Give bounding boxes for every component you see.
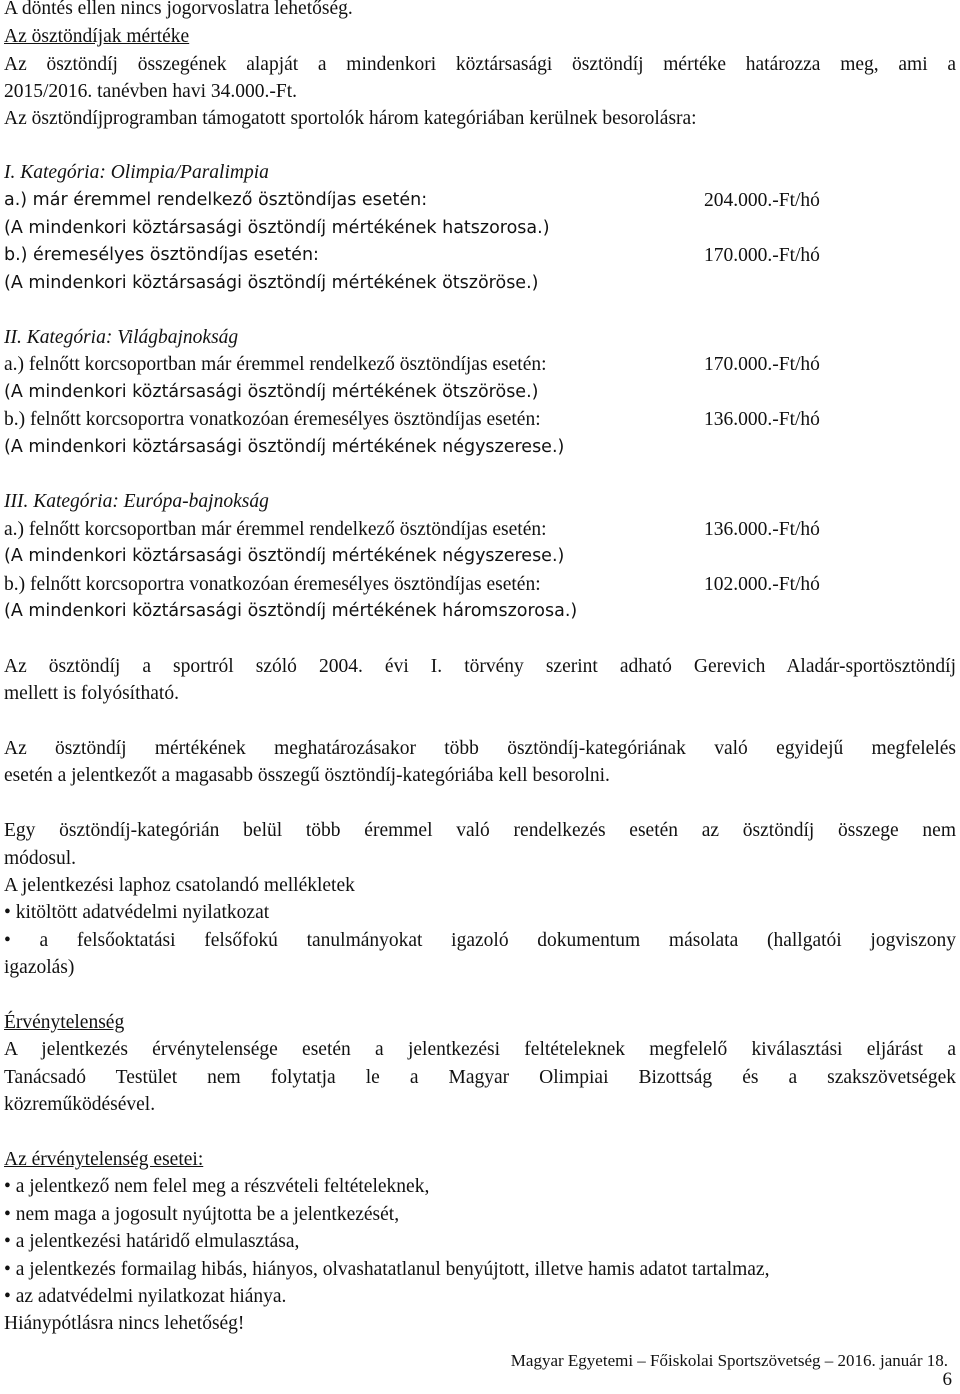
section-heading-amounts: Az ösztöndíjak mértéke [4, 26, 190, 47]
intro-line: 2015/2016. tanévben havi 34.000.-Ft. [4, 81, 298, 102]
category-item-amount: 136.000.-Ft/hó [704, 519, 820, 540]
paragraph-line: A jelentkezés érvénytelensége esetén a jelentkezési feltételeknek megfelelő kiválasztási eljárást a [4, 1039, 956, 1060]
category-item-note: (A mindenkori köztársasági ösztöndíj mértékének hatszorosa.) [4, 218, 550, 238]
invalidity-case-item: • az adatvédelmi nyilatkozat hiánya. [4, 1286, 287, 1307]
category-title: II. Kategória: Világbajnokság [4, 327, 239, 348]
invalidity-case-item: • nem maga a jogosult nyújtotta be a jelentkezését, [4, 1204, 400, 1225]
attachment-item: igazolás) [4, 957, 75, 978]
category-item-amount: 170.000.-Ft/hó [704, 245, 820, 266]
paragraph-line: mellett is folyósítható. [4, 683, 179, 704]
category-item-note: (A mindenkori köztársasági ösztöndíj mértékének négyszerese.) [4, 437, 565, 457]
attachments-title: A jelentkezési laphoz csatolandó mellékletek [4, 875, 355, 896]
category-item-label: b.) felnőtt korcsoportra vonatkozóan éremesélyes ösztöndíjas esetén: [4, 574, 541, 595]
category-title: III. Kategória: Európa-bajnokság [4, 491, 269, 512]
invalidity-case-item: • a jelentkezési határidő elmulasztása, [4, 1231, 300, 1252]
category-item-label: b.) felnőtt korcsoportra vonatkozóan éremesélyes ösztöndíjas esetén: [4, 409, 541, 430]
attachment-item: • kitöltött adatvédelmi nyilatkozat [4, 902, 270, 923]
paragraph-line: esetén a jelentkezőt a magasabb összegű ösztöndíj-kategóriába kell besorolni. [4, 765, 610, 786]
intro-line: A döntés ellen nincs jogorvoslatra lehetőség. [4, 0, 353, 19]
category-item-note: (A mindenkori köztársasági ösztöndíj mértékének négyszerese.) [4, 546, 565, 566]
category-item-amount: 102.000.-Ft/hó [704, 574, 820, 595]
category-item-label: b.) éremesélyes ösztöndíjas esetén: [4, 245, 319, 265]
paragraph-line: Az ösztöndíj a sportról szóló 2004. évi I. törvény szerint adható Gerevich Aladár-sportösztöndíj [4, 656, 956, 677]
category-item-amount: 170.000.-Ft/hó [704, 354, 820, 375]
section-heading-invalidity: Érvénytelenség [4, 1012, 125, 1033]
attachment-item: • a felsőoktatási felsőfokú tanulmányokat igazoló dokumentum másolata (hallgatói jogviszony [4, 930, 956, 951]
paragraph-line: Tanácsadó Testület nem folytatja le a Magyar Olimpiai Bizottság és a szakszövetségek [4, 1067, 956, 1088]
category-item-amount: 136.000.-Ft/hó [704, 409, 820, 430]
category-item-amount: 204.000.-Ft/hó [704, 190, 820, 211]
category-item-label: a.) már éremmel rendelkező ösztöndíjas esetén: [4, 190, 428, 210]
page-number: 6 [942, 1369, 952, 1390]
category-item-note: (A mindenkori köztársasági ösztöndíj mértékének háromszorosa.) [4, 601, 578, 621]
paragraph-line: közreműködésével. [4, 1094, 156, 1115]
intro-line: Az ösztöndíjprogramban támogatott sportolók három kategóriában kerülnek besorolásra: [4, 108, 697, 129]
invalidity-case-item: • a jelentkezés formailag hibás, hiányos, olvashatatlanul benyújtott, illetve hamis adatot tartalmaz, [4, 1259, 770, 1280]
invalidity-cases-heading: Az érvénytelenség esetei: [4, 1149, 204, 1170]
category-item-note: (A mindenkori köztársasági ösztöndíj mértékének ötszöröse.) [4, 273, 539, 293]
category-item-label: a.) felnőtt korcsoportban már éremmel rendelkező ösztöndíjas esetén: [4, 519, 547, 540]
final-note: Hiánypótlásra nincs lehetőség! [4, 1313, 245, 1334]
paragraph-line: módosul. [4, 848, 77, 869]
category-item-note: (A mindenkori köztársasági ösztöndíj mértékének ötszöröse.) [4, 382, 539, 402]
category-item-label: a.) felnőtt korcsoportban már éremmel rendelkező ösztöndíjas esetén: [4, 354, 547, 375]
category-title: I. Kategória: Olimpia/Paralimpia [4, 162, 269, 183]
page-footer: Magyar Egyetemi – Főiskolai Sportszövetség – 2016. január 18. [510, 1351, 948, 1370]
paragraph-line: Az ösztöndíj mértékének meghatározásakor több ösztöndíj-kategóriának való egyidejű megfelelés [4, 738, 956, 759]
paragraph-line: Egy ösztöndíj-kategórián belül több éremmel való rendelkezés esetén az ösztöndíj összege nem [4, 820, 956, 841]
invalidity-case-item: • a jelentkező nem felel meg a részvételi feltételeknek, [4, 1176, 430, 1197]
intro-line: Az ösztöndíj összegének alapját a mindenkori köztársasági ösztöndíj mértéke határozza meg, ami a [4, 54, 956, 75]
